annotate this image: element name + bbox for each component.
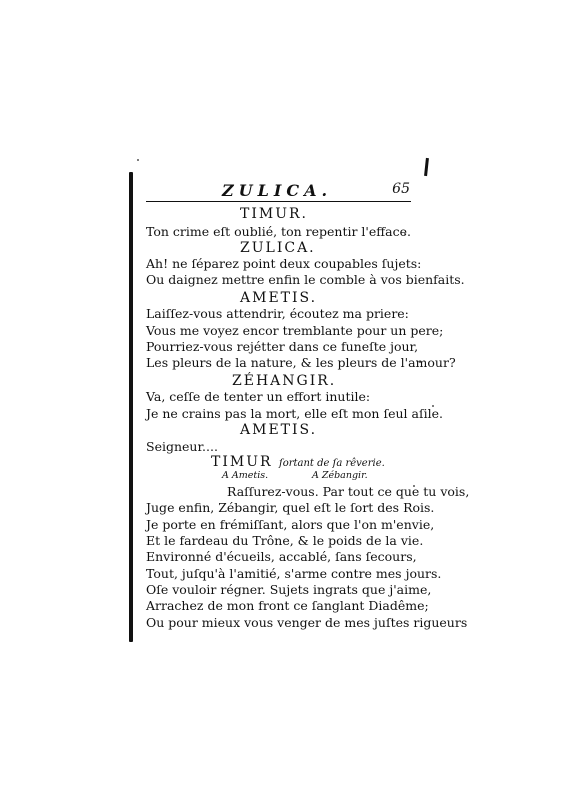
verse-line: Seigneur.... xyxy=(146,439,218,454)
page-binding-shadow xyxy=(129,172,133,642)
verse-line: Arrachez de mon front ce ſanglant Diadême; xyxy=(146,598,429,613)
speaker-name: TIMUR xyxy=(211,454,273,470)
ink-speck xyxy=(137,159,139,161)
verse-line: Les pleurs de la nature, & les pleurs de l'amour? xyxy=(146,355,456,370)
verse-line: Je porte en frémiſſant, alors que l'on m'envie, xyxy=(146,517,435,532)
verse-line: Ou daignez mettre enfin le comble à vos bienfaits. xyxy=(146,272,465,287)
verse-line: Pourriez-vous rejétter dans ce funeſte jour, xyxy=(146,339,419,354)
stage-direction: A Ametis. xyxy=(222,470,269,481)
verse-line: Et le fardeau du Trône, & le poids de la vie. xyxy=(146,533,424,548)
page-number: 65 xyxy=(392,181,410,197)
verse-line: Va, ceſſe de tenter un effort inutile: xyxy=(146,389,371,404)
verse-line: Juge enfin, Zébangir, quel eſt le ſort des Rois. xyxy=(146,500,435,515)
verse-line: Raſſurez-vous. Par tout ce que tu vois, xyxy=(227,484,470,499)
speaker-name: AMETIS. xyxy=(240,290,318,306)
speaker-name: ZULICA. xyxy=(240,240,316,256)
verse-line: Vous me voyez encor tremblante pour un pere; xyxy=(146,323,444,338)
speaker-name: TIMUR. xyxy=(240,206,308,222)
page-edge-mark xyxy=(424,158,429,176)
speaker-name: AMETIS. xyxy=(240,422,318,438)
speaker-name: ZÉHANGIR. xyxy=(232,373,337,389)
running-title: ZULICA. xyxy=(222,181,333,200)
running-header xyxy=(146,181,410,199)
verse-line: Ton crime eſt oublié, ton repentir l'efface. xyxy=(146,224,411,239)
stage-direction: A Zébangir. xyxy=(312,470,368,481)
verse-line: Environné d'écueils, accablé, ſans ſecours, xyxy=(146,549,417,564)
verse-line: Tout, juſqu'à l'amitié, s'arme contre mes jours. xyxy=(146,566,442,581)
verse-line: Ah! ne ſéparez point deux coupables ſujets: xyxy=(146,256,422,271)
verse-line: Oſe vouloir régner. Sujets ingrats que j'aime, xyxy=(146,582,432,597)
verse-line: Je ne crains pas la mort, elle eſt mon ſeul aſile. xyxy=(146,406,443,421)
header-rule xyxy=(146,201,411,202)
stage-direction: ſortant de ſa rêverie. xyxy=(279,458,385,469)
verse-line: Ou pour mieux vous venger de mes juſtes rigueurs xyxy=(146,615,468,630)
verse-line: Laiſſez-vous attendrir, écoutez ma priere: xyxy=(146,306,409,321)
